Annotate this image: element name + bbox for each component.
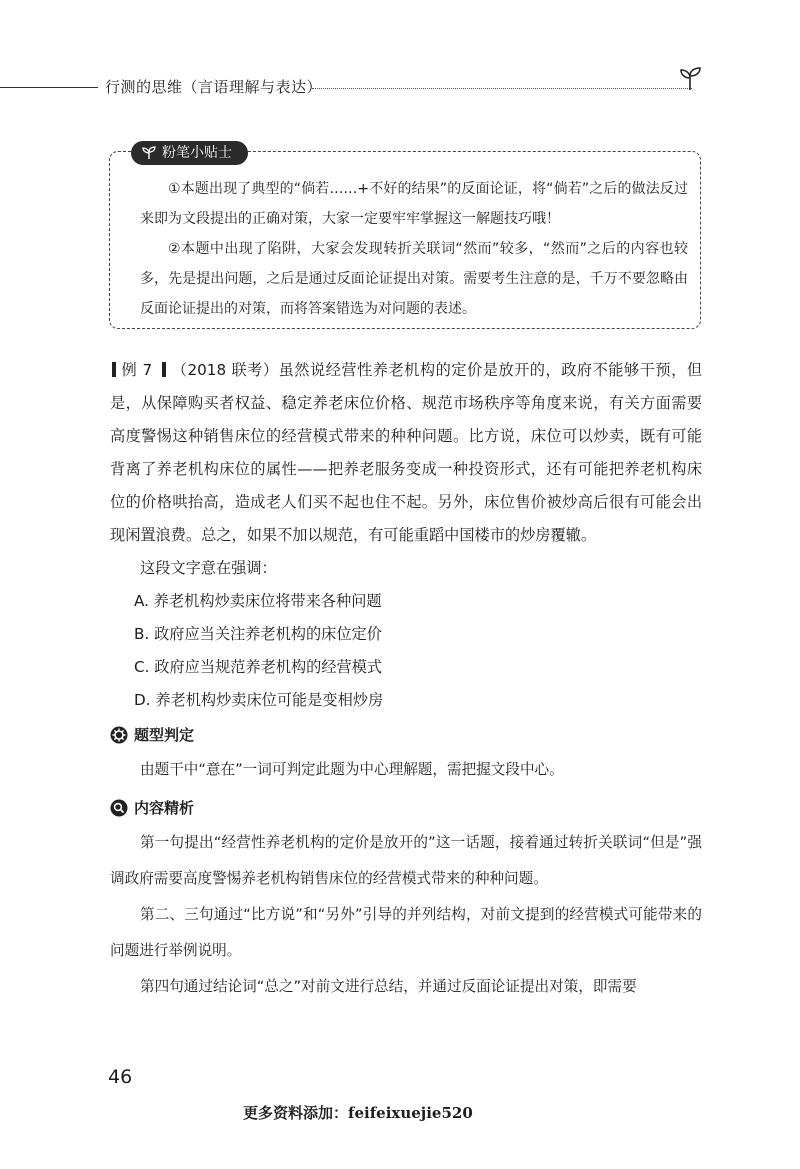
option-d: D. 养老机构炒卖床位可能是变相炒房 — [134, 691, 384, 709]
example-label: 例 7 — [121, 361, 153, 379]
footer-note: 更多资料添加：feifeixuejie520 — [243, 1104, 473, 1122]
tip-label-text: 粉笔小贴士 — [162, 145, 232, 161]
running-header-title: 行测的思维（言语理解与表达） — [105, 78, 323, 96]
tip-content — [140, 174, 688, 324]
magnifier-icon — [110, 799, 128, 817]
tip-label — [131, 141, 248, 165]
analysis-paragraph: 第二、三句通过“比方说”和“另外”引导的并列结构，对前文提到的经营模式可能带来的问题进行举例说明。 — [110, 906, 702, 959]
example-marker-left — [112, 362, 116, 377]
tip-paragraph: ①本题出现了典型的“倘若……+不好的结果”的反面论证，将“倘若”之后的做法反过来即为文段提出的正确对策，大家一定要牢牢掌握这一解题技巧哦！ — [140, 181, 688, 227]
type-section-text: 由题干中“意在”一词可判定此题为中心理解题，需把握文段中心。 — [140, 761, 564, 778]
question-stem: 这段文字意在强调： — [140, 559, 277, 577]
header-rule-right — [312, 88, 692, 89]
example-source: （2018 联考） — [171, 361, 279, 379]
page-number: 46 — [108, 1066, 133, 1088]
analysis-paragraph: 第四句通过结论词“总之”对前文进行总结，并通过反面论证提出对策，即需要 — [140, 978, 637, 995]
analysis-section-heading-text: 内容精析 — [134, 799, 195, 817]
example-marker-right — [162, 362, 166, 377]
example-passage — [110, 354, 702, 552]
option-c: C. 政府应当规范养老机构的经营模式 — [134, 658, 383, 676]
tip-paragraph: ②本题中出现了陷阱，大家会发现转折关联词“然而”较多，“然而”之后的内容也较多，先是提出问题，之后是通过反面论证提出对策。需要考生注意的是，千万不要忽略由反面论证提出的对策，而将答案错选为对问题的表述。 — [140, 241, 688, 317]
option-b: B. 政府应当关注养老机构的床位定价 — [134, 625, 382, 643]
analysis-section-heading — [110, 792, 702, 825]
sprout-icon — [676, 64, 704, 92]
type-section-heading-text: 题型判定 — [134, 726, 195, 744]
option-a: A. 养老机构炒卖床位将带来各种问题 — [134, 592, 382, 610]
gear-icon — [110, 726, 128, 744]
main-content — [110, 354, 702, 1005]
example-passage-text: 虽然说经营性养老机构的定价是放开的，政府不能够干预，但是，从保障购买者权益、稳定养老床位价格、规范市场秩序等角度来说，有关方面需要高度警惕这种销售床位的经营模式带来的种种问题。比方说，床位可以炒卖，既有可能背离了养老机构床位的属性——把养老服务变成一种投资形式，还有可能把养老机构床位的价格哄抬高，造成老人们买不起也住不起。另外，床位售价被炒高后很有可能会出现闲置浪费。总之，如果不加以规范，有可能重蹈中国楼市的炒房覆辙。 — [110, 361, 703, 544]
leaf-icon — [141, 146, 157, 160]
header-rule-left — [0, 87, 98, 88]
analysis-paragraph: 第一句提出“经营性养老机构的定价是放开的”这一话题，接着通过转折关联词“但是”强调政府需要高度警惕养老机构销售床位的经营模式带来的种种问题。 — [110, 834, 702, 887]
type-section-heading — [110, 719, 702, 752]
